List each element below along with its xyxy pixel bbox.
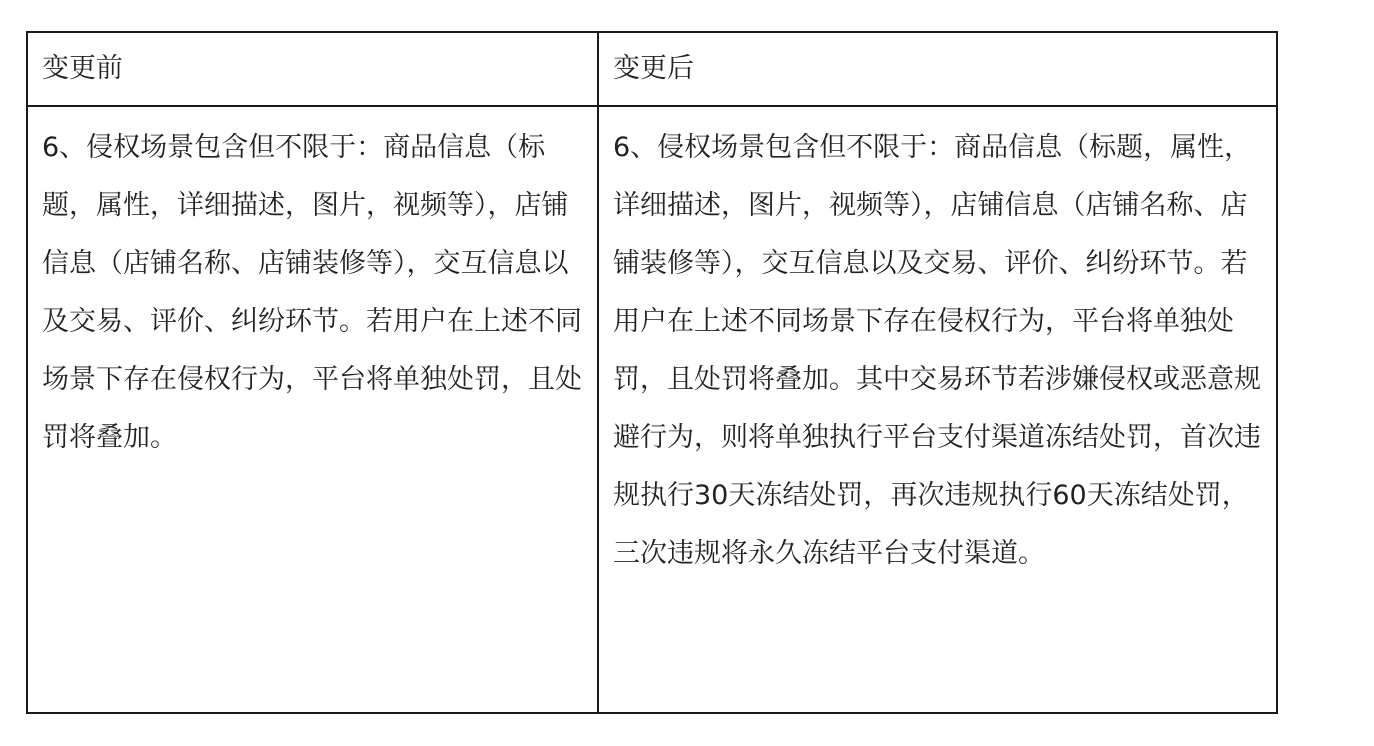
cell-before-text: 6、侵权场景包含但不限于：商品信息（标题，属性，详细描述，图片，视频等），店铺信息（店铺名称、店铺装修等），交互信息以及交易、评价、纠纷环节。若用户在上述不同场景下存在侵权行为，平台将单独处罚，且处罚将叠加。 xyxy=(27,106,598,713)
header-before: 变更前 xyxy=(27,32,598,106)
cell-after-text: 6、侵权场景包含但不限于：商品信息（标题，属性，详细描述，图片，视频等），店铺信息（店铺名称、店铺装修等），交互信息以及交易、评价、纠纷环节。若用户在上述不同场景下存在侵权行为，平台将单独处罚，且处罚将叠加。其中交易环节若涉嫌侵权或恶意规避行为，则将单独执行平台支付渠道冻结处罚，首次违规执行30天冻结处罚，再次违规执行60天冻结处罚，三次违规将永久冻结平台支付渠道。 xyxy=(598,106,1277,713)
table-header-row xyxy=(27,32,1277,106)
header-after: 变更后 xyxy=(598,32,1277,106)
table-row xyxy=(27,106,1277,713)
comparison-table xyxy=(26,31,1278,714)
